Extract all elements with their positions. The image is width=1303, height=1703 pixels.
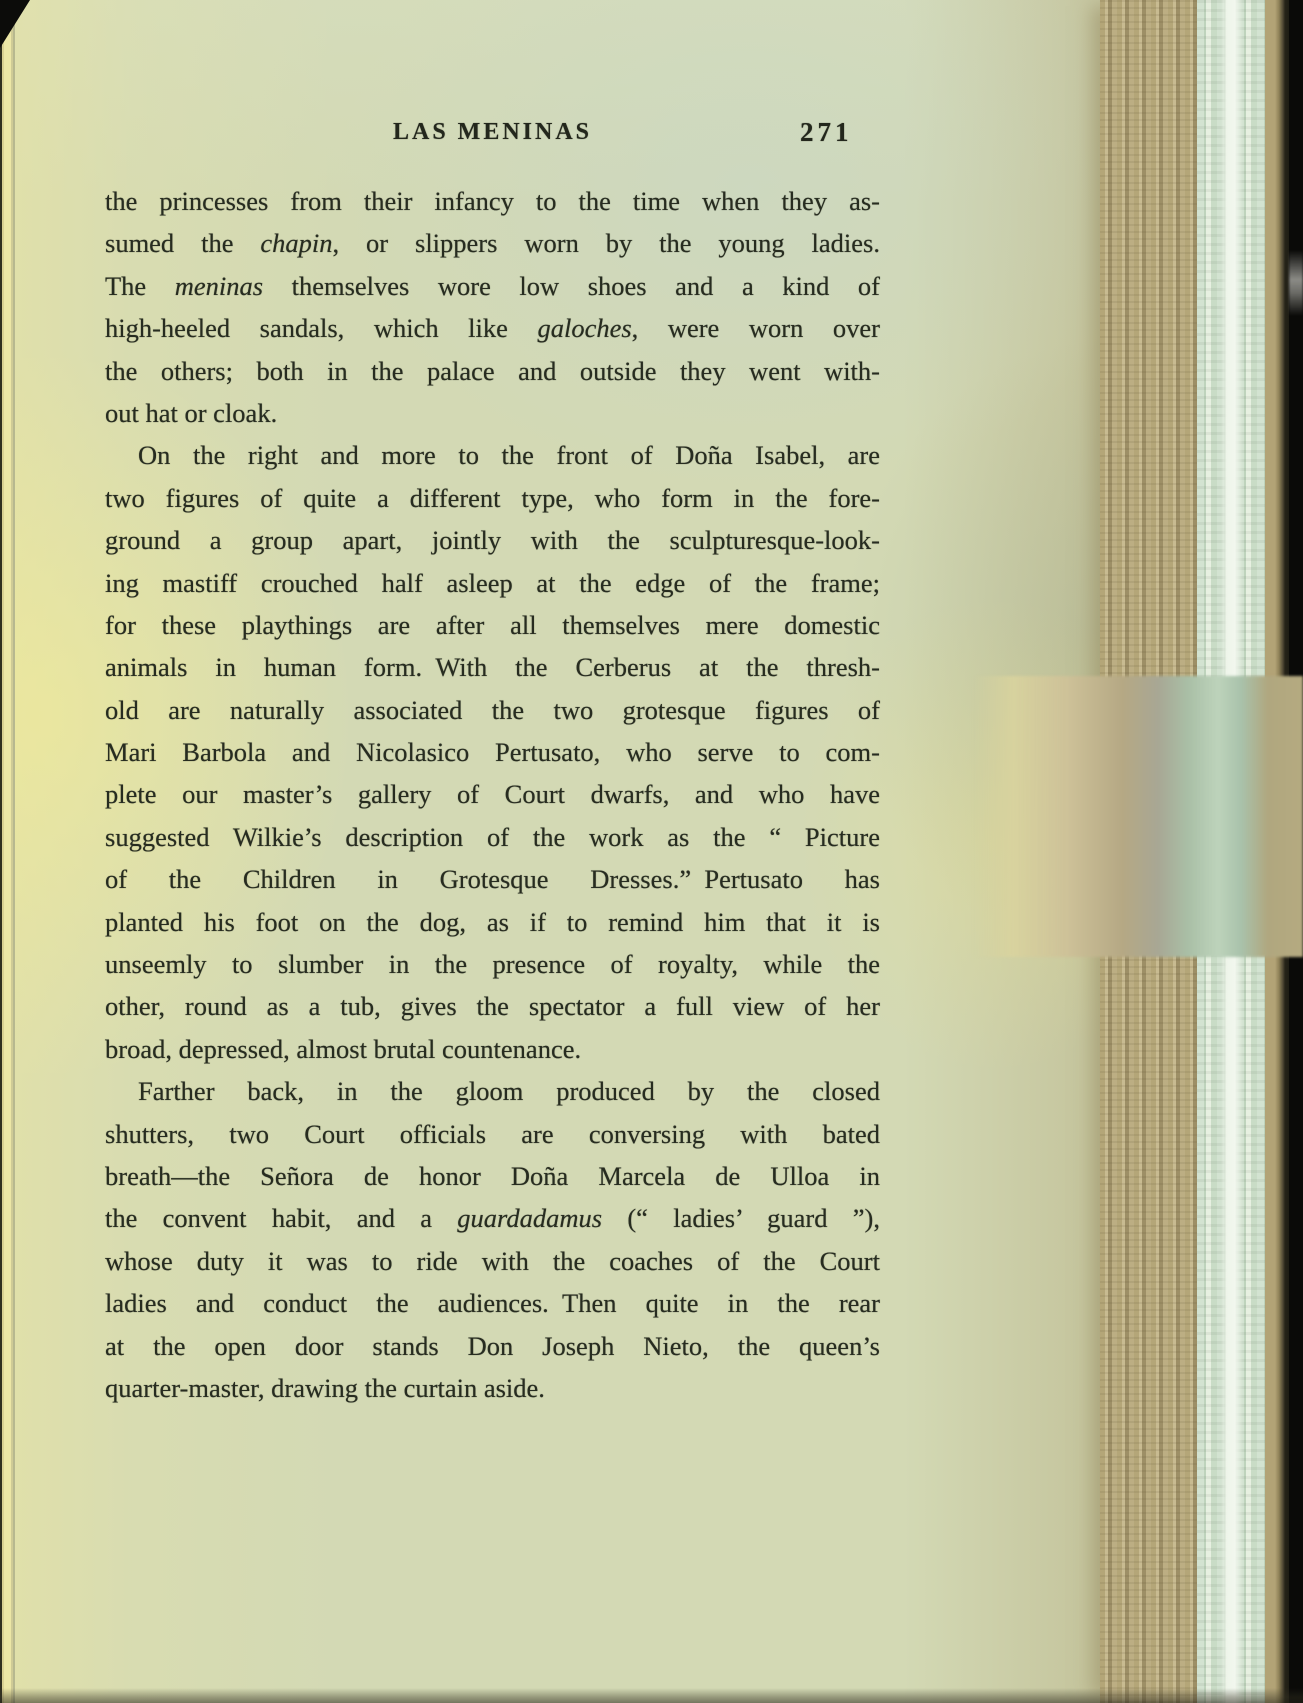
text-segment: quarter-master, drawing the curtain aside. [105, 1372, 545, 1403]
text-segment: breath—the Señora de honor Doña Marcela de Ulloa in [105, 1160, 880, 1191]
page-number: 271 [800, 117, 853, 147]
text-segment: shutters, two Court officials are conversing with bated [105, 1118, 880, 1149]
text-segment: Farther back, in the gloom produced by the closed [138, 1076, 880, 1107]
text-line [105, 519, 880, 561]
text-line [105, 731, 880, 773]
text-line [105, 307, 880, 349]
text-line [105, 816, 880, 858]
text-segment: out hat or cloak. [105, 397, 278, 428]
italic-text: meninas [174, 270, 264, 301]
text-line [105, 350, 880, 392]
text-segment: ladies and conduct the audiences. Then quite in the rear [105, 1288, 880, 1319]
text-segment: themselves wore low shoes and a kind of [263, 270, 880, 301]
text-line [105, 1325, 880, 1367]
text-line [105, 689, 880, 731]
text-segment: at the open door stands Don Joseph Nieto, the queen’s [105, 1330, 880, 1361]
text-line [105, 1367, 880, 1409]
left-page-edge [0, 0, 15, 1703]
text-segment: of the Children in Grotesque Dresses.” Pertusato has [105, 864, 880, 895]
text-line [105, 1155, 880, 1197]
text-line [105, 1113, 880, 1155]
text-line [105, 1282, 880, 1324]
running-title: LAS MENINAS [392, 119, 593, 145]
text-segment: sumed the [105, 228, 261, 259]
text-segment: the princesses from their infancy to the time when they as- [105, 186, 880, 216]
text-segment: planted his foot on the dog, as if to remind him that it is [105, 906, 880, 937]
text-segment: (“ ladies’ guard ”), [602, 1203, 880, 1234]
italic-text: guardadamus [457, 1203, 603, 1234]
text-line [105, 901, 880, 943]
text-line [105, 477, 880, 519]
text-line [105, 985, 880, 1027]
text-line [105, 1240, 880, 1282]
text-line [105, 858, 880, 900]
text-segment: other, round as a tub, gives the spectator a full view of her [105, 991, 880, 1022]
text-segment: ground a group apart, jointly with the sculpturesque-look- [105, 525, 880, 556]
body-text [105, 180, 880, 1409]
text-line [105, 943, 880, 985]
text-segment: plete our master’s gallery of Court dwarfs, and who have [105, 779, 880, 810]
text-line [105, 434, 880, 476]
text-segment: The [105, 270, 175, 301]
text-segment: unseemly to slumber in the presence of royalty, while the [105, 949, 880, 980]
gray-smudge [1289, 250, 1303, 316]
text-line [105, 392, 880, 434]
text-line [105, 222, 880, 264]
text-line [105, 1197, 880, 1239]
bottom-shadow [0, 1688, 1303, 1703]
italic-text: galoches [537, 313, 632, 344]
text-line [105, 646, 880, 688]
text-line [105, 1070, 880, 1112]
text-segment: two figures of quite a different type, who form in the fore- [105, 482, 880, 513]
text-segment: whose duty it was to ride with the coaches of the Court [105, 1245, 880, 1276]
text-segment: animals in human form. With the Cerberus at the thresh- [105, 652, 880, 683]
text-segment: for these playthings are after all themselves mere domestic [105, 609, 880, 640]
text-segment: the others; both in the palace and outside they went with- [105, 355, 880, 386]
text-segment: high-heeled sandals, which like [105, 313, 538, 344]
text-segment: , or slippers worn by the young ladies. [332, 228, 880, 259]
text-line [105, 604, 880, 646]
text-line [105, 180, 880, 222]
text-segment: Mari Barbola and Nicolasico Pertusato, who serve to com- [105, 737, 880, 768]
text-segment: the convent habit, and a [105, 1203, 458, 1234]
text-segment: broad, depressed, almost brutal countenance. [105, 1033, 582, 1064]
text-segment: old are naturally associated the two grotesque figures of [105, 694, 880, 725]
text-segment: suggested Wilkie’s description of the work as the “ Picture [105, 821, 880, 852]
text-line [105, 773, 880, 815]
text-segment: , were worn over [631, 313, 880, 344]
text-segment: ing mastiff crouched half asleep at the edge of the frame; [105, 567, 880, 598]
text-line [105, 1028, 880, 1070]
motion-blur-smudge [973, 676, 1303, 957]
text-line [105, 562, 880, 604]
text-segment: On the right and more to the front of Doña Isabel, are [138, 440, 880, 471]
text-line [105, 265, 880, 307]
italic-text: chapin [260, 228, 333, 259]
